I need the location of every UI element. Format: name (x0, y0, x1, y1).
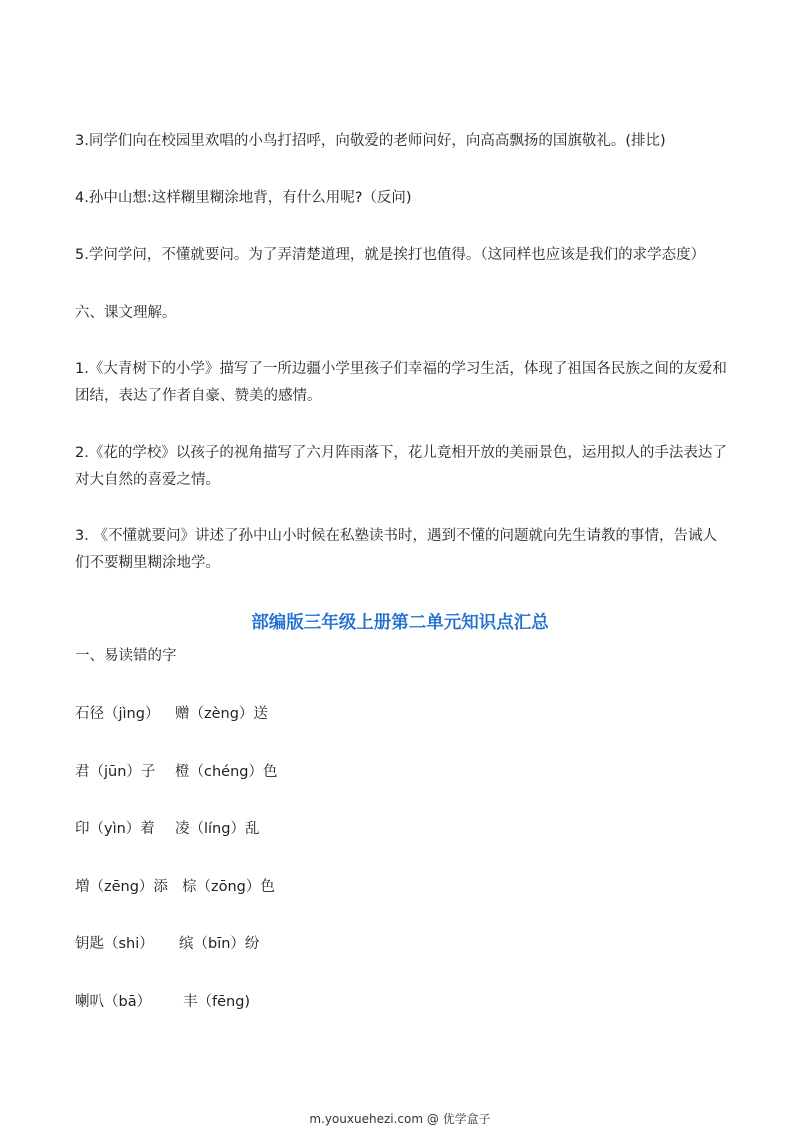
word-row-3 (75, 819, 259, 839)
word-1a: 石径（jìng） (75, 706, 160, 722)
word-6b: 丰（fēng) (183, 994, 251, 1010)
footer-watermark: m.youxuehezi.com @ 优学盒子 (309, 1112, 491, 1126)
understanding-2: 2.《花的学校》以孩子的视角描写了六月阵雨落下，花儿竟相开放的美丽景色，运用拟人的手法表达了对大自然的喜爱之情。 (75, 445, 727, 488)
word-4a: 増（zēng）添 (75, 879, 168, 895)
word-2b: 橙（chéng）色 (175, 764, 278, 780)
word-2a: 君（jūn）子 (75, 764, 156, 780)
word-row-5 (75, 934, 259, 954)
sentence-3: 3.同学们向在校园里欢唱的小鸟打招呼，向敬爱的老师问好，向高高飘扬的国旗敬礼。(排比) (75, 133, 666, 149)
word-row-6 (75, 992, 250, 1012)
section-1-heading: 一、易读错的字 (75, 648, 177, 664)
understanding-1: 1.《大青树下的小学》描写了一所边疆小学里孩子们幸福的学习生活，体现了祖国各民族之间的友爱和团结，表达了作者自豪、赞美的感情。 (75, 361, 727, 404)
word-row-4 (75, 877, 275, 897)
word-5b: 缤（bīn）纷 (179, 936, 260, 952)
unit-2-title: 部编版三年级上册第二单元知识点汇总 (251, 613, 549, 633)
word-6a: 喇叭（bā） (75, 994, 152, 1010)
word-5a: 钥匙（shi） (75, 936, 154, 952)
understanding-3: 3. 《不懂就要问》讲述了孙中山小时候在私塾读书时，遇到不懂的问题就向先生请教的事情，告诫人们不要糊里糊涂地学。 (75, 528, 717, 571)
word-row-1 (75, 704, 268, 724)
sentence-4: 4.孙中山想:这样糊里糊涂地背，有什么用呢?（反问) (75, 190, 412, 206)
word-1b: 赠（zèng）送 (175, 706, 268, 722)
word-3a: 印（yìn）着 (75, 821, 155, 837)
sentence-5: 5.学问学问，不懂就要问。为了弄清楚道理，就是挨打也值得。（这同样也应该是我们的求学态度） (75, 247, 706, 263)
word-3b: 凌（líng）乱 (175, 821, 260, 837)
word-4b: 棕（zōng）色 (182, 879, 275, 895)
section-6-heading: 六、课文理解。 (75, 305, 177, 321)
word-row-2 (75, 762, 277, 782)
